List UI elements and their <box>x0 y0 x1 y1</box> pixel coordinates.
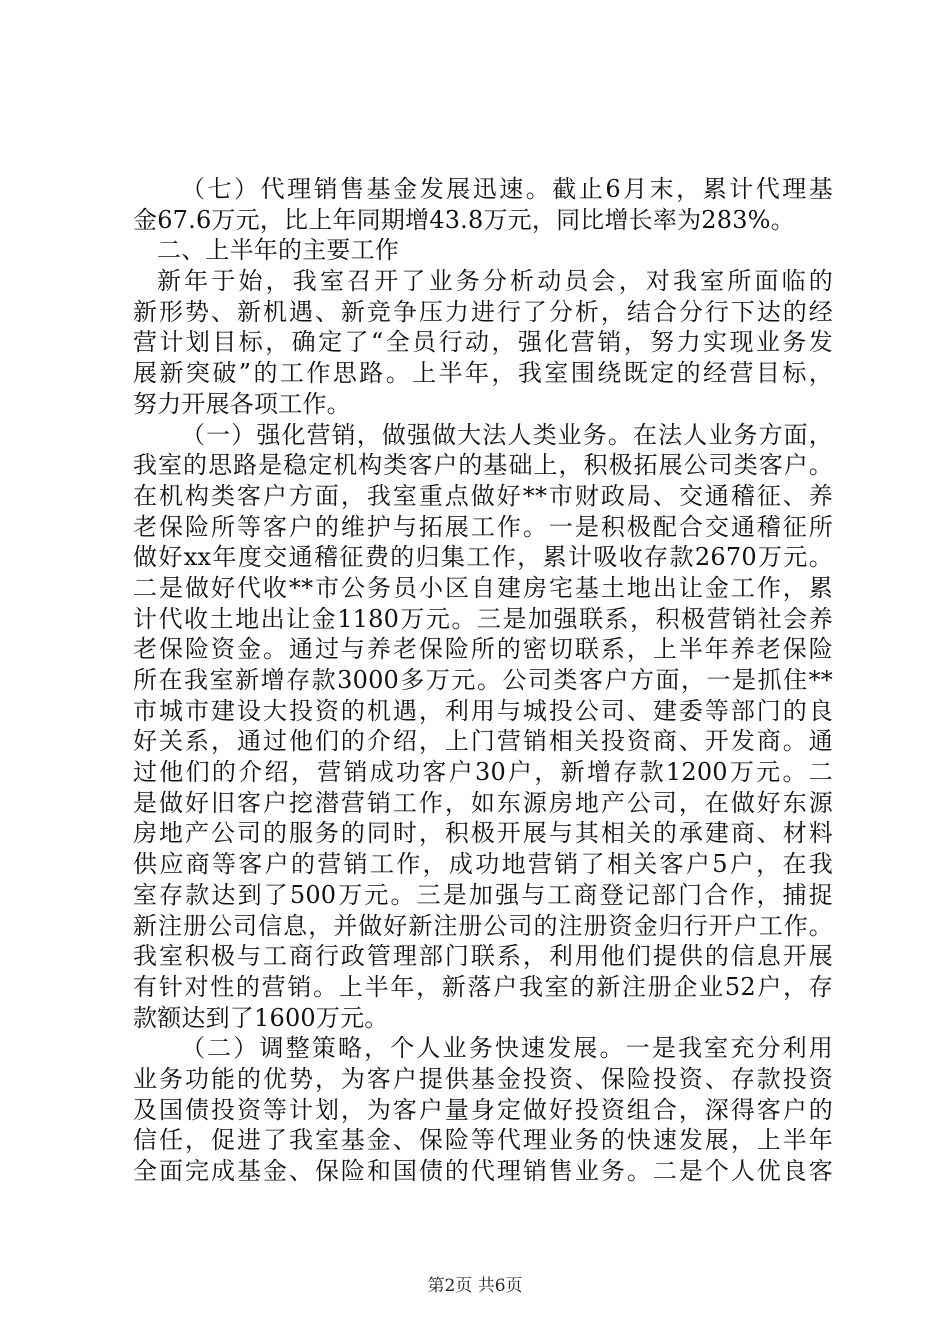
text-line: 我室积极与工商行政管理部门联系，利用他们提供的信息开展 <box>133 942 833 971</box>
text-line: 新形势、新机遇、新竞争压力进行了分析，结合分行下达的经 <box>133 297 833 326</box>
text-line: 二是做好代收**市公务员小区自建房宅基土地出让金工作，累 <box>133 573 833 602</box>
text-line: 努力开展各项工作。 <box>133 389 351 418</box>
document-body <box>133 174 833 1187</box>
page-number-label: 第2页 共6页 <box>427 1276 523 1296</box>
text-line: 款额达到了1600万元。 <box>133 1003 389 1032</box>
text-line: 及国债投资等计划，为客户量身定做好投资组合，深得客户的 <box>133 1095 833 1124</box>
text-line: （一）强化营销，做强做大法人类业务。在法人业务方面， <box>181 420 833 449</box>
text-line: 市城市建设大投资的机遇，利用与城投公司、建委等部门的良 <box>133 696 833 725</box>
text-line: 全面完成基金、保险和国债的代理销售业务。二是个人优良客 <box>133 1157 833 1185</box>
text-line: 在机构类客户方面，我室重点做好**市财政局、交通稽征、养 <box>133 481 833 510</box>
text-line: 信任，促进了我室基金、保险等代理业务的快速发展，上半年 <box>133 1126 833 1155</box>
text-line: （二）调整策略，个人业务快速发展。一是我室充分利用 <box>181 1034 833 1063</box>
text-line: 过他们的介绍，营销成功客户30户，新增存款1200万元。二 <box>133 758 833 787</box>
text-line: 有针对性的营销。上半年，新落户我室的新注册企业52户，存 <box>133 972 833 1001</box>
text-line: 我室的思路是稳定机构类客户的基础上，积极拓展公司类客户。 <box>133 451 833 480</box>
text-line: 房地产公司的服务的同时，积极开展与其相关的承建商、材料 <box>133 819 833 848</box>
text-line: 老保险所等客户的维护与拓展工作。一是积极配合交通稽征所 <box>133 512 833 541</box>
text-line: 展新突破”的工作思路。上半年，我室围绕既定的经营目标， <box>133 359 833 388</box>
text-line: 新注册公司信息，并做好新注册公司的注册资金归行开户工作。 <box>133 911 833 940</box>
text-line: 计代收土地出让金1180万元。三是加强联系，积极营销社会养 <box>133 604 833 633</box>
text-line: 业务功能的优势，为客户提供基金投资、保险投资、存款投资 <box>133 1064 833 1093</box>
text-line: 所在我室新增存款3000多万元。公司类客户方面，一是抓住** <box>133 666 833 694</box>
text-line: 金67.6万元，比上年同期增43.8万元，同比增长率为283%。 <box>133 205 795 234</box>
text-line: 供应商等客户的营销工作，成功地营销了相关客户5户，在我 <box>133 850 833 879</box>
text-line: 新年于始，我室召开了业务分析动员会，对我室所面临的 <box>157 267 833 296</box>
text-line: 好关系，通过他们的介绍，上门营销相关投资商、开发商。通 <box>133 727 833 756</box>
text-line: 营计划目标，确定了“全员行动，强化营销，努力实现业务发 <box>133 328 833 357</box>
text-line: 做好xx年度交通稽征费的归集工作，累计吸收存款2670万元。 <box>133 543 833 572</box>
text-line: 室存款达到了500万元。三是加强与工商登记部门合作，捕捉 <box>133 880 833 909</box>
text-line: 是做好旧客户挖潜营销工作，如东源房地产公司，在做好东源 <box>133 788 833 817</box>
text-line: 二、上半年的主要工作 <box>157 236 399 265</box>
text-line: 老保险资金。通过与养老保险所的密切联系，上半年养老保险 <box>133 635 833 664</box>
text-line: （七）代理销售基金发展迅速。截止6月末，累计代理基 <box>181 175 833 203</box>
page-footer <box>0 1271 950 1296</box>
